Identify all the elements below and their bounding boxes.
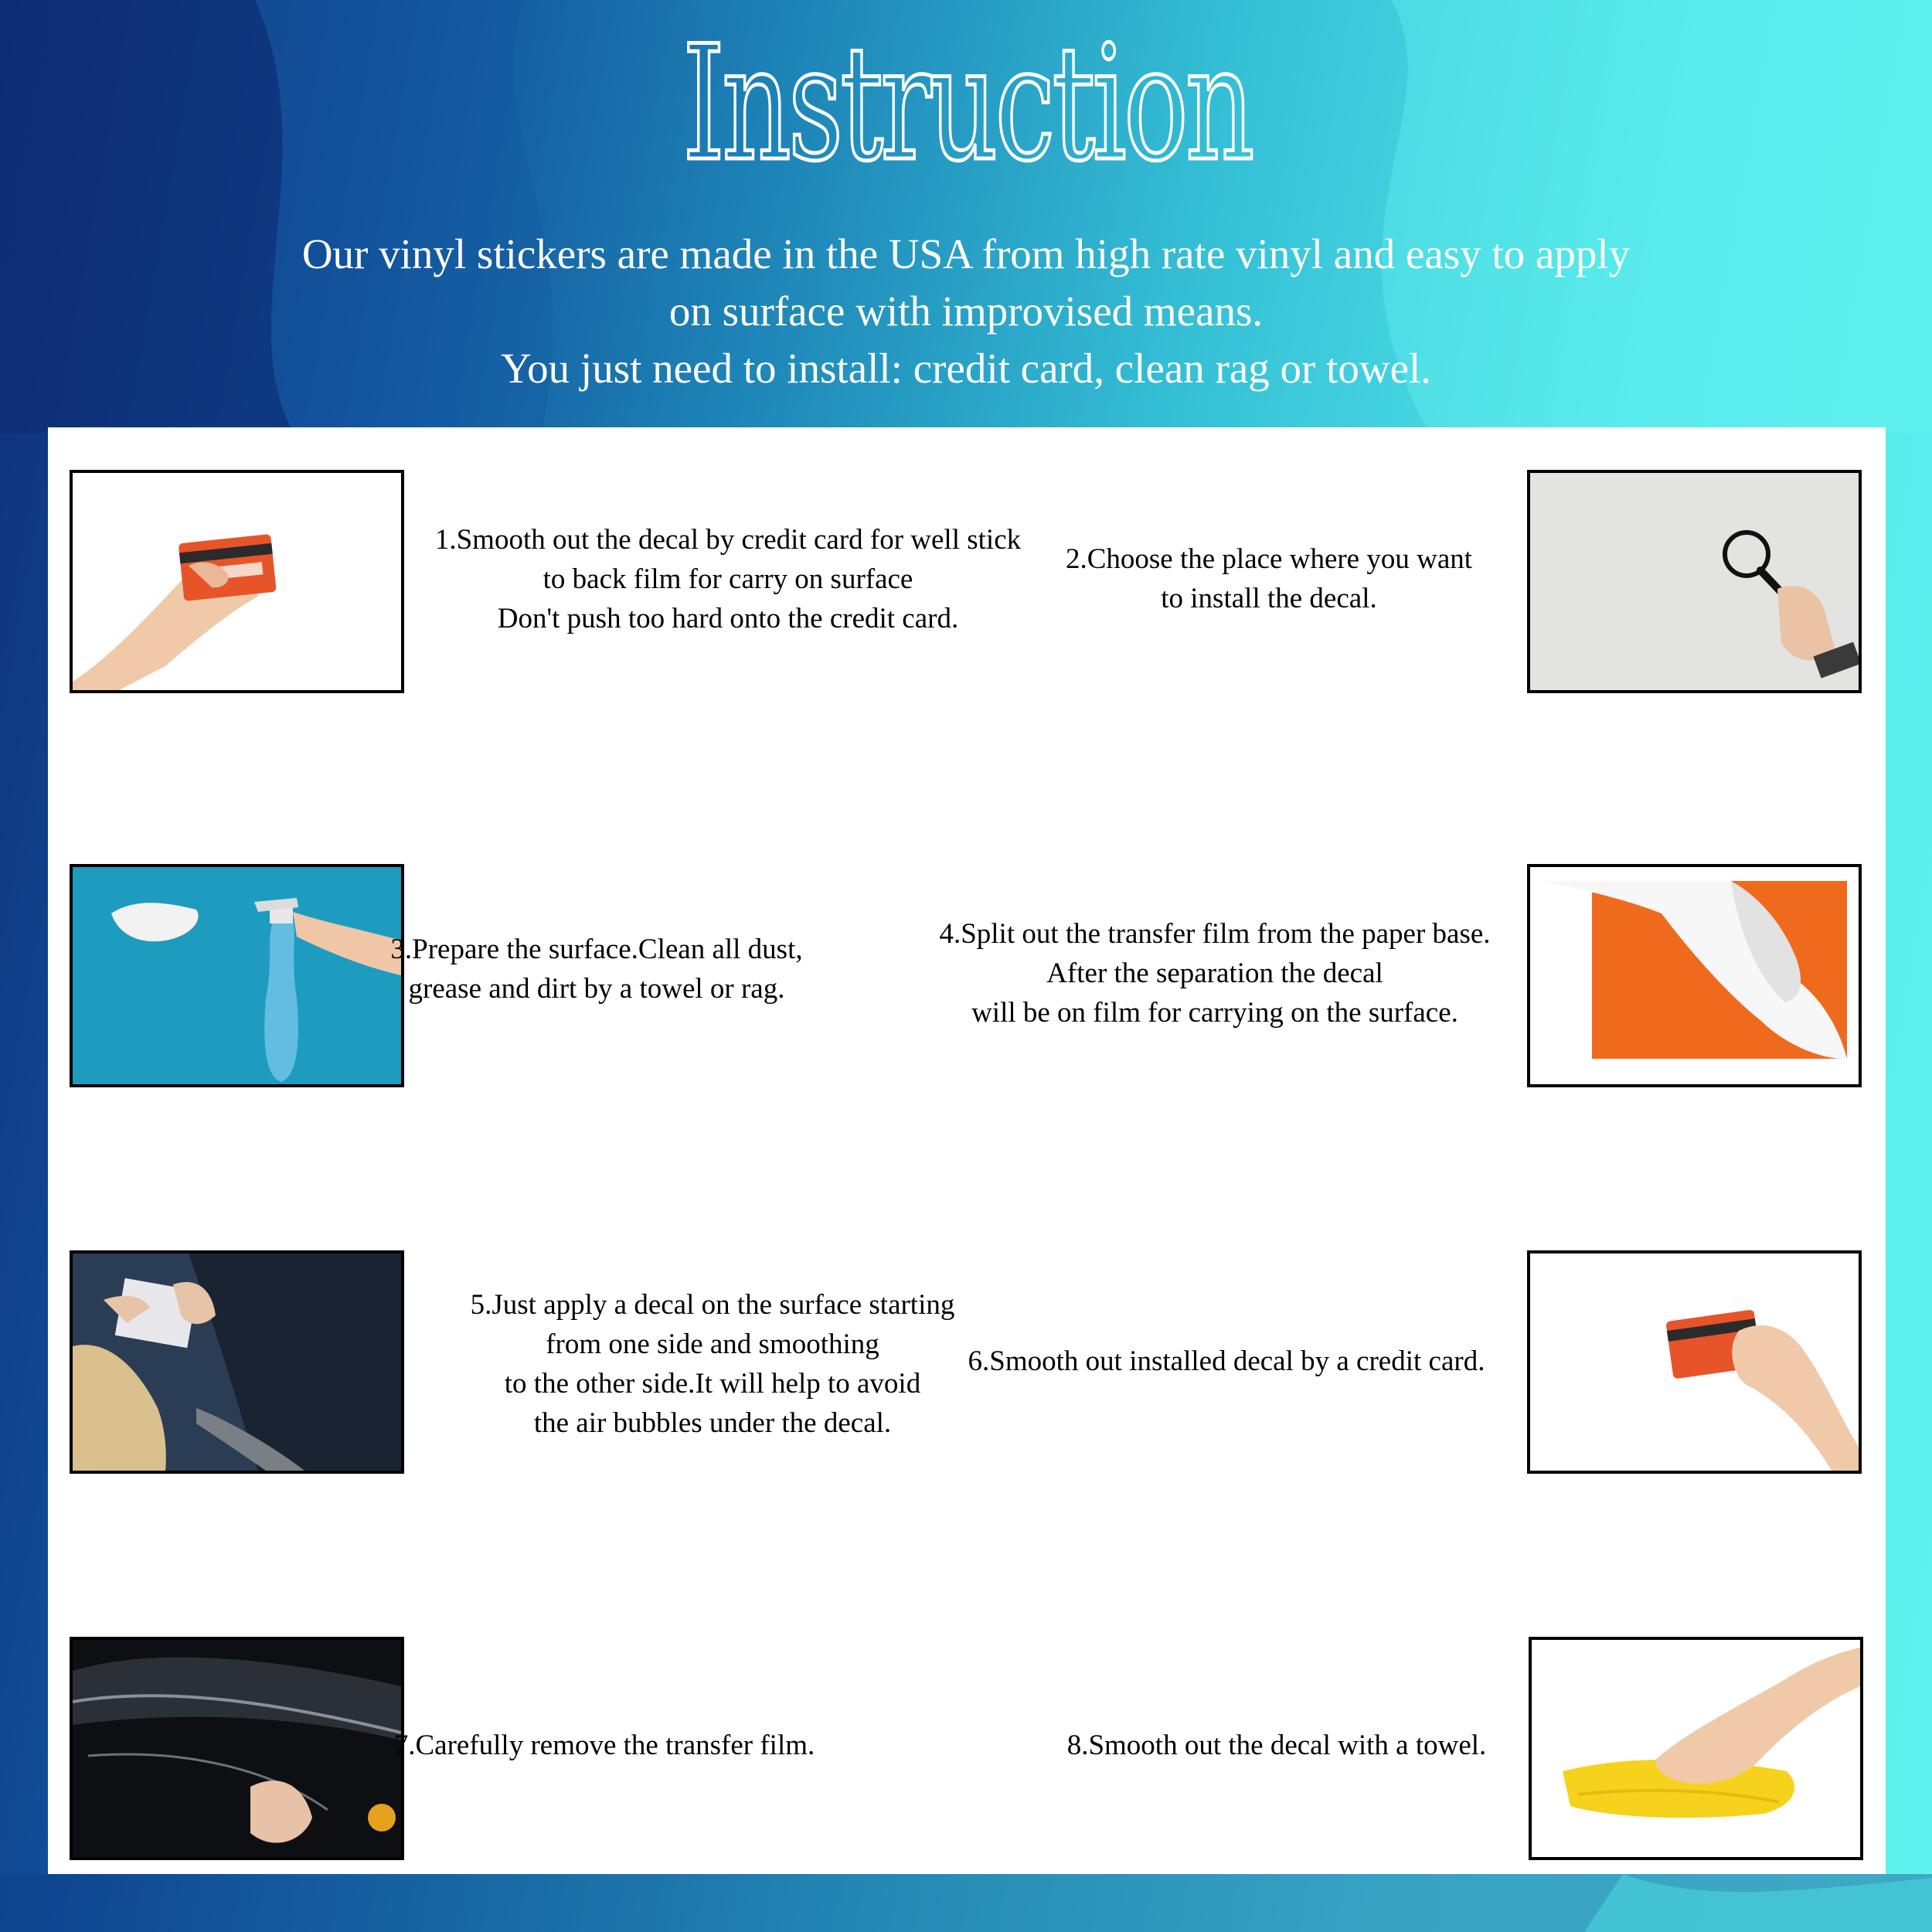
intro-line: on surface with improvised means.: [668, 287, 1264, 335]
step-4-text: [921, 914, 1509, 1032]
step-text-line: 6.Smooth out installed decal by a credit card.: [968, 1345, 1485, 1377]
step-text-line: Don't push too hard onto the credit card.: [497, 603, 959, 634]
step-4-photo: [1527, 864, 1862, 1087]
hand-holding-credit-card-icon: [73, 473, 401, 690]
step-text-line: to back film for carry on surface: [543, 563, 913, 595]
step-text-line: 5.Just apply a decal on the surface starting: [470, 1289, 955, 1321]
step-text-line: to the other side.It will help to avoid: [504, 1368, 921, 1400]
magnifying-glass-icon: [1530, 473, 1859, 690]
step-text-line: will be on film for carrying on the surface.: [971, 997, 1458, 1029]
step-6-text: [944, 1342, 1509, 1381]
step-text-line: After the separation the decal: [1046, 957, 1383, 989]
peeling-paper-corner-icon: [1530, 867, 1859, 1084]
spray-bottle-and-rag-icon: [73, 867, 401, 1084]
step-text-line: 4.Split out the transfer film from the paper base.: [939, 918, 1491, 950]
step-text-line: to install the decal.: [1161, 583, 1377, 614]
step-5-photo: [70, 1250, 404, 1474]
step-2-photo: [1527, 470, 1862, 693]
step-text-line: 7.Carefully remove the transfer film.: [393, 1730, 815, 1761]
step-3-photo: [70, 864, 404, 1087]
step-7-text: [388, 1726, 821, 1765]
step-text-line: from one side and smoothing: [546, 1328, 879, 1360]
step-text-line: grease and dirt by a towel or rag.: [408, 973, 785, 1005]
page-title: Instruction: [682, 12, 1252, 196]
intro-text: [155, 226, 1777, 397]
step-1-text: [400, 520, 1056, 638]
instruction-panel: [48, 427, 1886, 1874]
removing-film-from-car-icon: [73, 1640, 401, 1857]
step-text-line: 2.Choose the place where you want: [1065, 543, 1473, 575]
hand-holding-credit-card-icon: [1530, 1253, 1859, 1471]
intro-line: You just need to install: credit card, clean rag or towel.: [500, 345, 1432, 392]
step-2-text: [1064, 539, 1474, 618]
applying-decal-on-car-icon: [73, 1253, 401, 1471]
step-text-line: 3.Prepare the surface.Clean all dust,: [390, 934, 803, 965]
step-5-text: [388, 1285, 1037, 1443]
step-8-text: [1045, 1726, 1509, 1765]
step-8-photo: [1529, 1637, 1863, 1860]
step-7-photo: [70, 1637, 404, 1860]
step-text-line: 1.Smooth out the decal by credit card for well stick: [434, 524, 1022, 556]
step-3-text: [388, 930, 805, 1009]
intro-line: Our vinyl stickers are made in the USA from high rate vinyl and easy to apply: [301, 230, 1631, 277]
step-6-photo: [1527, 1250, 1862, 1474]
hand-with-yellow-towel-icon: [1532, 1640, 1860, 1857]
step-text-line: the air bubbles under the decal.: [533, 1407, 892, 1439]
step-text-line: 8.Smooth out the decal with a towel.: [1066, 1730, 1487, 1761]
step-1-photo: [70, 470, 404, 693]
